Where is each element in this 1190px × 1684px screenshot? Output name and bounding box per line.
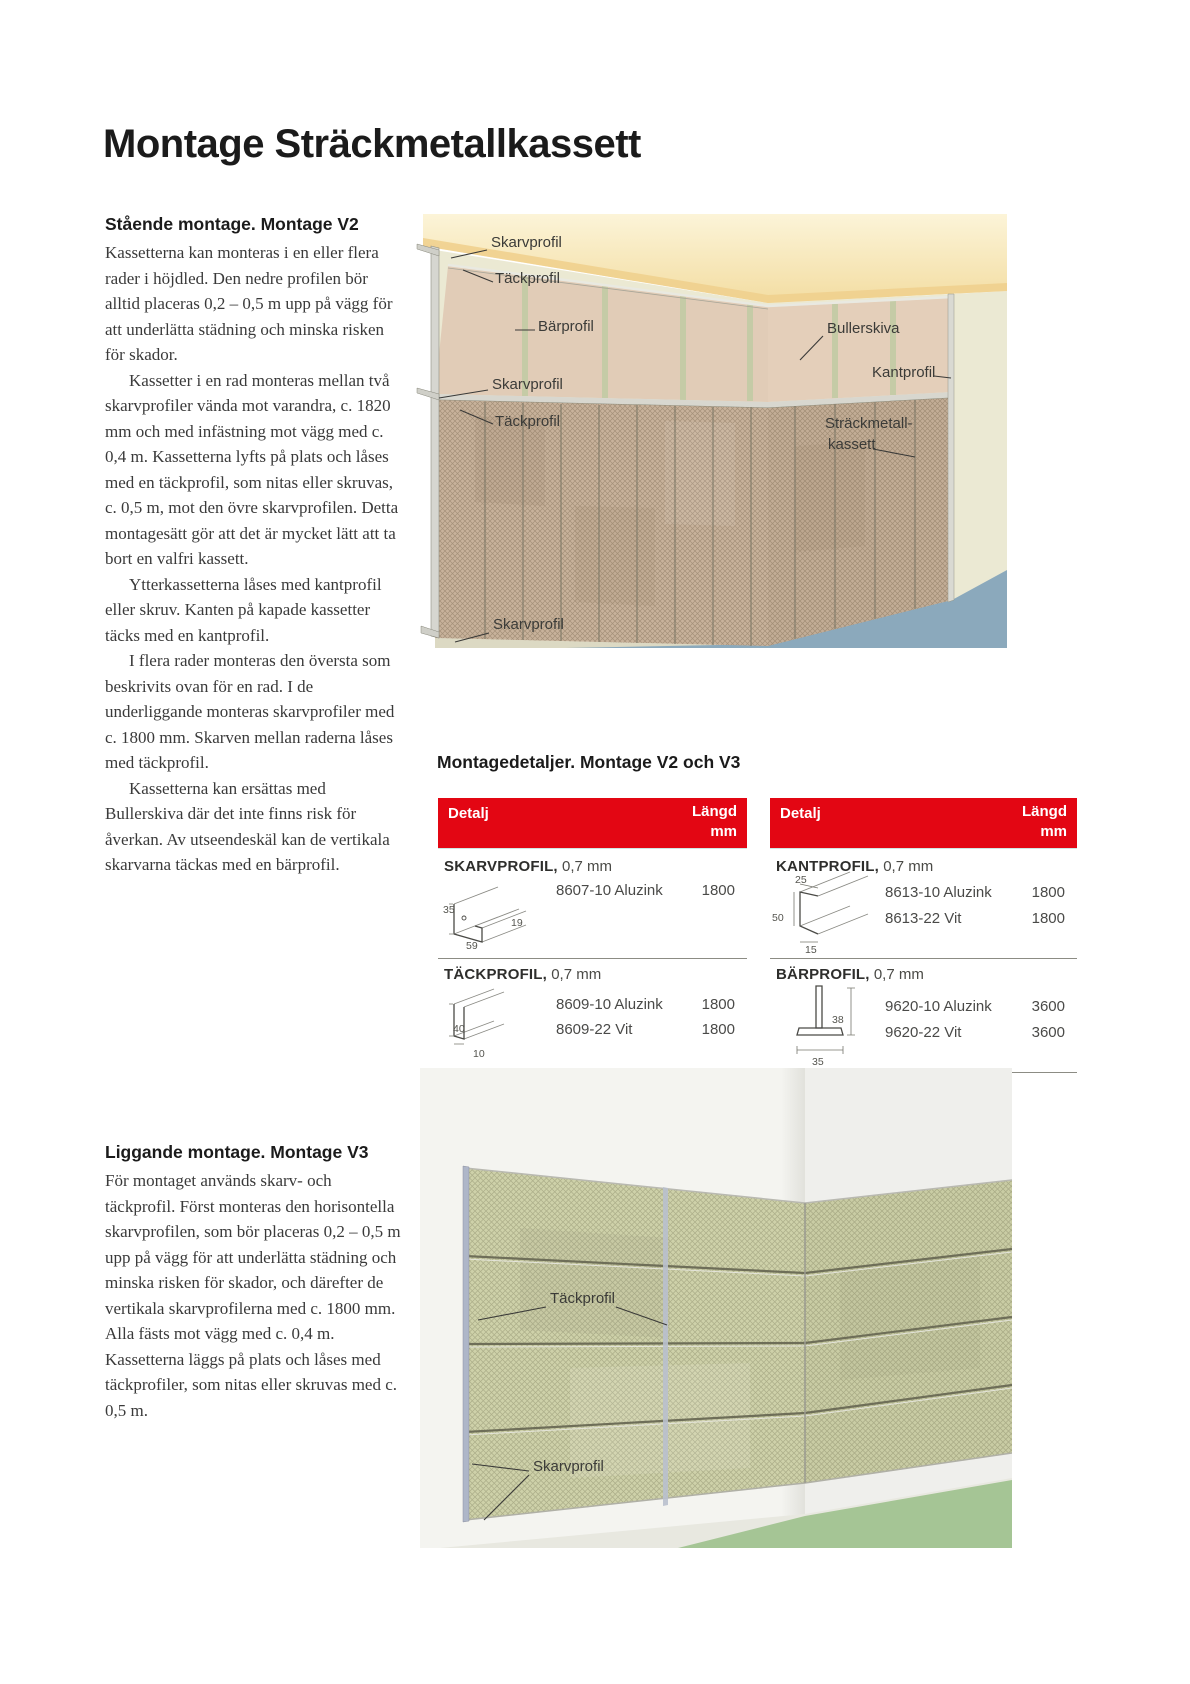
label-kantprofil: Kantprofil <box>872 364 936 381</box>
detail-table-left <box>438 798 747 1072</box>
article-code: 9620-22 Vit <box>885 1024 962 1041</box>
column-header-mm: mm <box>710 823 737 840</box>
article-code: 8613-10 Aluzink <box>885 884 992 901</box>
length-value: 1800 <box>1031 910 1065 927</box>
tackprofil-diagram <box>438 984 523 1056</box>
paragraph: Kassetterna kan monteras i en eller flera rader i höjdled. Den nedre profilen bör alltid placeras 0,2 – 0,5 m upp på vägg för att underlätta städning och minska risken för skador. <box>105 243 393 364</box>
section-label <box>444 858 612 875</box>
standing-heading: Stående montage. Montage V2 <box>105 214 359 234</box>
article-code: 9620-10 Aluzink <box>885 998 992 1015</box>
section-divider <box>438 958 747 959</box>
illustration-v2 <box>415 206 1007 648</box>
dim-label: 50 <box>772 912 784 924</box>
profile-name: KANTPROFIL, <box>776 858 880 875</box>
label-tackprofil-mid: Täckprofil <box>495 413 561 430</box>
section-divider <box>770 958 1077 959</box>
article-code: 8613-22 Vit <box>885 910 962 927</box>
v3-room-graphic <box>420 1068 1012 1548</box>
length-value: 1800 <box>1031 884 1065 901</box>
table-header <box>438 798 747 849</box>
barprofil-diagram <box>785 980 870 1070</box>
standing-body <box>105 240 401 878</box>
length-value: 3600 <box>1031 998 1065 1015</box>
lying-heading: Liggande montage. Montage V3 <box>105 1142 369 1162</box>
label-skarvprofil-mid: Skarvprofil <box>492 376 563 393</box>
profile-name: TÄCKPROFIL, <box>444 966 548 983</box>
detail-table-right <box>770 798 1077 1072</box>
profile-spec: 0,7 mm <box>873 966 924 983</box>
label-skarvprofil-top: Skarvprofil <box>491 234 562 251</box>
details-heading: Montagedetaljer. Montage V2 och V3 <box>437 752 741 772</box>
profile-spec: 0,7 mm <box>883 858 934 875</box>
profile-name: SKARVPROFIL, <box>444 858 558 875</box>
profile-spec: 0,7 mm <box>561 858 612 875</box>
dim-label: 10 <box>473 1048 485 1060</box>
paragraph: Kassetterna kan ersättas med Bullerskiva där det inte finns risk för åverkan. Av utseendeskäl kan de vertikala skarvarna täckas med en bärprofil. <box>105 778 390 874</box>
paragraph: Ytterkassetterna låses med kantprofil eller skruv. Kanten på kapade kassetter täcks med en kantprofil. <box>105 574 382 645</box>
dim-label: 25 <box>795 874 807 886</box>
label-strackmetall-1: Sträckmetall- <box>825 415 913 432</box>
paragraph: För montaget används skarv- och täckprofil. Först monteras den horisontella skarvprofilen, som bör placeras 0,2 – 0,5 m upp på vägg för att underlätta städning och minska risken för skador, och därefter de vertikala skarvprofilerna med c. 1800 mm. Alla fästs mot vägg med c. 0,4 m. Kassetterna läggs på plats och låses med täckprofiler, som nitas eller skruvas med c. 0,5 m. <box>105 1171 401 1420</box>
dim-label: 59 <box>466 940 478 952</box>
label-tackprofil-top: Täckprofil <box>495 270 561 287</box>
label-skarvprofil: Skarvprofil <box>533 1458 604 1475</box>
dim-label: 35 <box>812 1056 824 1068</box>
length-value: 3600 <box>1031 1024 1065 1041</box>
label-tackprofil: Täckprofil <box>550 1290 616 1307</box>
length-value: 1800 <box>701 1021 735 1038</box>
dim-label: 19 <box>511 917 523 929</box>
section-label <box>444 966 601 983</box>
article-code: 8609-22 Vit <box>556 1021 633 1038</box>
column-header-detalj: Detalj <box>780 805 821 822</box>
column-header-detalj: Detalj <box>448 805 489 822</box>
dim-label: 35 <box>443 904 455 916</box>
label-strackmetall-2: kassett <box>828 436 876 453</box>
column-header-mm: mm <box>1040 823 1067 840</box>
label-bullerskiva: Bullerskiva <box>827 320 900 337</box>
dim-label: 38 <box>832 1014 844 1026</box>
length-value: 1800 <box>701 996 735 1013</box>
page-title: Montage Sträckmetallkassett <box>103 122 641 166</box>
table-header <box>770 798 1077 849</box>
article-code: 8609-10 Aluzink <box>556 996 663 1013</box>
dim-label: 40 <box>453 1023 465 1035</box>
lying-body <box>105 1168 405 1423</box>
label-skarvprofil-bottom: Skarvprofil <box>493 616 564 633</box>
paragraph: Kassetter i en rad monteras mellan två skarvprofiler vända mot varandra, c. 1820 mm och med infästning mot vägg med c. 0,4 m. Kassetterna lyfts på plats och låses med en täckprofil, som nitas eller skruvas, c. 0,5 m, mot den övre skarvprofilen. Detta montagesätt gör att det är mycket lätt att ta bort en valfri kassett. <box>105 370 399 568</box>
column-header-langd: Längd <box>692 803 737 820</box>
profile-name: BÄRPROFIL, <box>776 966 870 983</box>
paragraph: I flera rader monteras den översta som beskrivits ovan för en rad. I de underliggande monteras skarvprofiler med c. 1800 mm. Skarven mellan raderna låses med täckprofil. <box>105 651 395 772</box>
dim-label: 15 <box>805 944 817 956</box>
skarvprofil-diagram <box>440 878 540 956</box>
profile-spec: 0,7 mm <box>551 966 602 983</box>
label-barprofil: Bärprofil <box>538 318 594 335</box>
length-value: 1800 <box>701 882 735 899</box>
illustration-v3 <box>420 1068 1012 1548</box>
column-header-langd: Längd <box>1022 803 1067 820</box>
article-code: 8607-10 Aluzink <box>556 882 663 899</box>
